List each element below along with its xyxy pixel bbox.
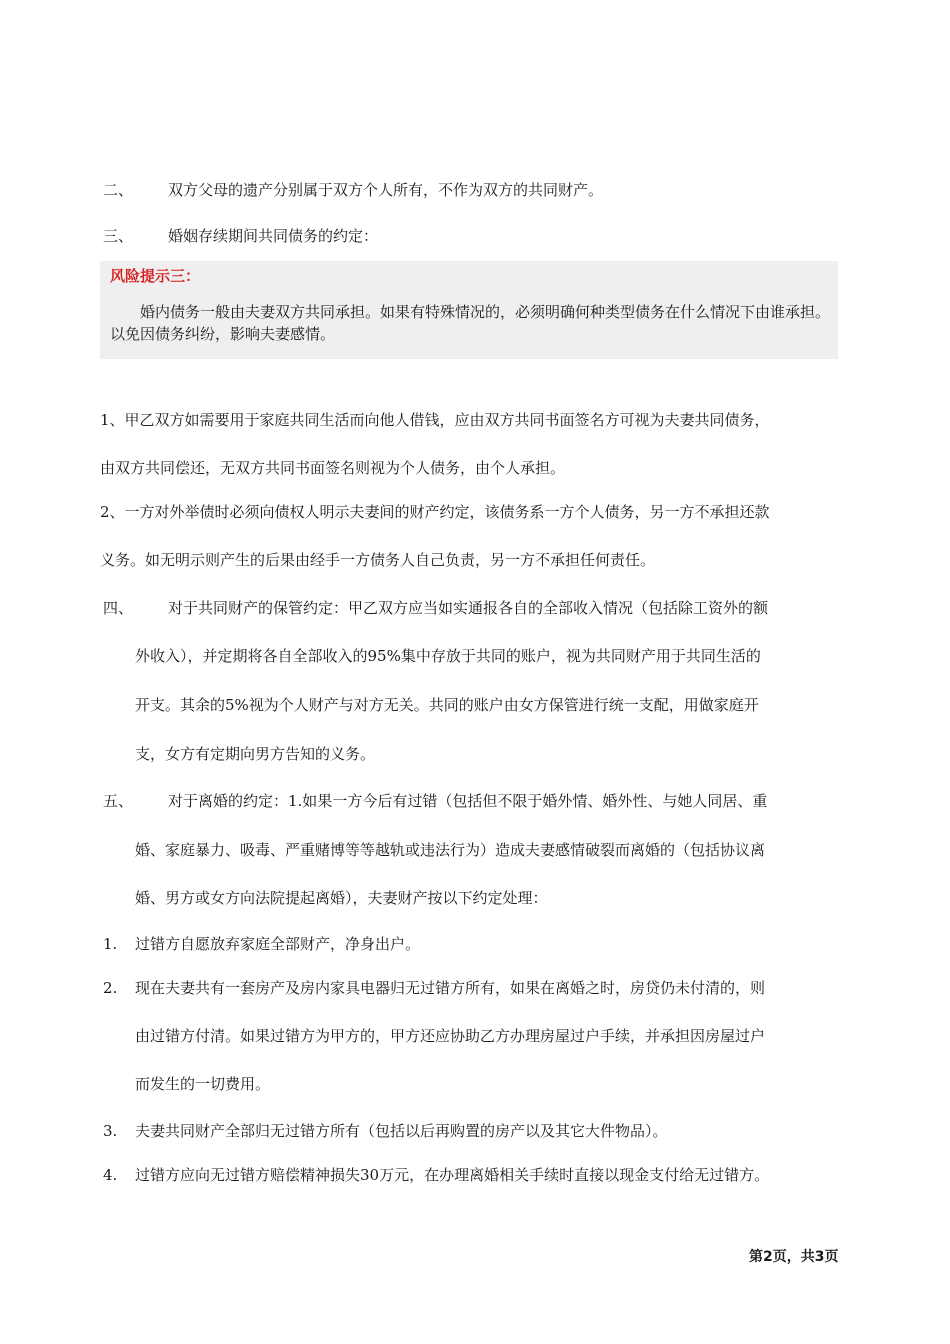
debt-clause-1-line-2: 由双方共同偿还，无双方共同书面签名则视为个人债务，由个人承担。 bbox=[100, 459, 566, 477]
risk-notice-body: 婚内债务一般由夫妻双方共同承担。如果有特殊情况的，必须明确何种类型债务在什么情况下由谁承担。以免因债务纠纷，影响夫妻感情。 bbox=[110, 303, 831, 343]
item-3-number: 3. bbox=[103, 1122, 118, 1140]
section-number-2: 二、 bbox=[103, 181, 134, 199]
section-number-4: 四、 bbox=[103, 599, 134, 617]
item-2-line-1: 现在夫妻共有一套房产及房内家具电器归无过错方所有，如果在离婚之时，房贷仍未付清的，则 bbox=[135, 979, 766, 997]
debt-clause-2-line-1: 2、一方对外举债时必须向债权人明示夫妻间的财产约定，该债务系一方个人债务，另一方不承担还款 bbox=[100, 503, 770, 521]
section-5-line-3: 婚、男方或女方向法院提起离婚），夫妻财产按以下约定处理： bbox=[135, 889, 548, 907]
section-5-line-2: 婚、家庭暴力、吸毒、严重赌博等等越轨或违法行为）造成夫妻感情破裂而离婚的（包括协议离 bbox=[135, 841, 766, 859]
debt-clause-1-line-1: 1、甲乙双方如需要用于家庭共同生活而向他人借钱，应由双方共同书面签名方可视为夫妻共同债务， bbox=[100, 411, 770, 429]
item-4-text: 过错方应向无过错方赔偿精神损失30万元，在办理离婚相关手续时直接以现金支付给无过错方。 bbox=[135, 1166, 770, 1184]
item-1-number: 1. bbox=[103, 935, 118, 953]
item-2-line-3: 而发生的一切费用。 bbox=[135, 1075, 271, 1093]
item-4-number: 4. bbox=[103, 1166, 118, 1184]
section-number-5: 五、 bbox=[103, 792, 134, 810]
section-4-line-1: 对于共同财产的保管约定：甲乙双方应当如实通报各自的全部收入情况（包括除工资外的额 bbox=[168, 599, 769, 617]
section-4-line-4: 支，女方有定期向男方告知的义务。 bbox=[135, 745, 376, 763]
section-4-line-3: 开支。其余的5%视为个人财产与对方无关。共同的账户由女方保管进行统一支配，用做家庭开 bbox=[135, 696, 759, 714]
item-2-number: 2. bbox=[103, 979, 118, 997]
section-4-line-2: 外收入），并定期将各自全部收入的95%集中存放于共同的账户，视为共同财产用于共同生活的 bbox=[135, 647, 761, 665]
section-3-text: 婚姻存续期间共同债务的约定： bbox=[168, 227, 379, 245]
item-3-text: 夫妻共同财产全部归无过错方所有（包括以后再购置的房产以及其它大件物品）。 bbox=[135, 1122, 668, 1140]
item-2-line-2: 由过错方付清。如果过错方为甲方的，甲方还应协助乙方办理房屋过户手续，并承担因房屋过户 bbox=[135, 1027, 766, 1045]
section-2-text: 双方父母的遗产分别属于双方个人所有，不作为双方的共同财产。 bbox=[168, 181, 604, 199]
risk-notice-box bbox=[100, 261, 838, 359]
page-number: 第2页，共3页 bbox=[749, 1249, 839, 1265]
section-number-3: 三、 bbox=[103, 227, 134, 245]
debt-clause-2-line-2: 义务。如无明示则产生的后果由经手一方债务人自己负责，另一方不承担任何责任。 bbox=[100, 551, 656, 569]
section-5-line-1: 对于离婚的约定：1.如果一方今后有过错（包括但不限于婚外情、婚外性、与她人同居、重 bbox=[168, 792, 768, 810]
item-1-text: 过错方自愿放弃家庭全部财产，净身出户。 bbox=[135, 935, 421, 953]
risk-notice-title: 风险提示三： bbox=[110, 267, 201, 285]
